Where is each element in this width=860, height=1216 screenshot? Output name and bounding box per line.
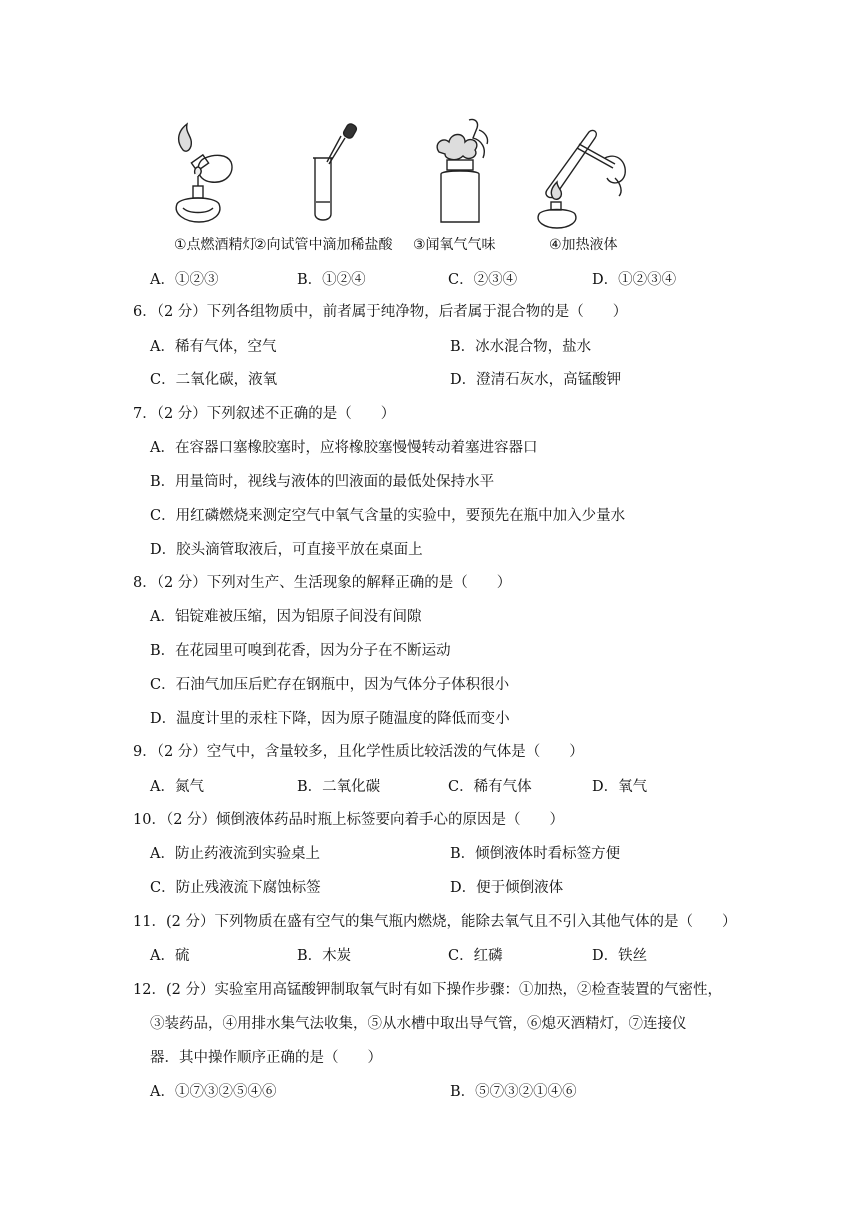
dropper-test-tube-illustration	[293, 118, 373, 230]
q7-stem: 7．（2 分）下列叙述不正确的是（ ）	[133, 406, 396, 422]
q5-option-a: A．①②③	[150, 272, 219, 288]
q8-option-c: C．石油气加压后贮存在钢瓶中，因为气体分子体积很小	[150, 677, 510, 693]
q6-stem: 6．（2 分）下列各组物质中，前者属于纯净物，后者属于混合物的是（ ）	[133, 304, 628, 320]
q12-stem-line-1: 12．(2 分）实验室用高锰酸钾制取氧气时有如下操作步骤：①加热，②检查装置的气密性，	[133, 982, 722, 998]
q10-option-a: A．防止药液流到实验桌上	[150, 846, 320, 862]
q12-stem-line-3: 器．其中操作顺序正确的是（ ）	[150, 1050, 382, 1066]
q11-stem: 11．(2 分）下列物质在盛有空气的集气瓶内燃烧，能除去氧气且不引入其他气体的是（ ）	[133, 914, 737, 930]
figure-caption-3: ③闻氧气气味	[413, 237, 496, 253]
q5-option-c: C．②③④	[448, 272, 518, 288]
q5-option-d: D．①②③④	[592, 272, 677, 288]
q10-option-d: D．便于倾倒液体	[450, 880, 564, 896]
q10-option-b: B．倾倒液体时看标签方便	[450, 846, 621, 862]
q6-option-a: A．稀有气体，空气	[150, 339, 277, 355]
figure-caption-2: ②向试管中滴加稀盐酸	[254, 237, 393, 253]
q8-option-b: B．在花园里可嗅到花香，因为分子在不断运动	[150, 643, 451, 659]
experiment-figure	[165, 118, 655, 258]
q10-option-c: C．防止残液流下腐蚀标签	[150, 880, 321, 896]
q6-option-b: B．冰水混合物，盐水	[450, 339, 592, 355]
q12-stem-line-2: ③装药品，④用排水集气法收集，⑤从水槽中取出导气管，⑥熄灭酒精灯，⑦连接仪	[150, 1016, 687, 1032]
q8-stem: 8．（2 分）下列对生产、生活现象的解释正确的是（ ）	[133, 575, 512, 591]
q12-option-b: B．⑤⑦③②①④⑥	[450, 1084, 577, 1100]
q7-option-b: B．用量筒时，视线与液体的凹液面的最低处保持水平	[150, 474, 495, 490]
q11-option-d: D．铁丝	[592, 948, 648, 964]
smell-oxygen-bottle-illustration	[423, 118, 513, 230]
q7-option-d: D．胶头滴管取液后，可直接平放在桌面上	[150, 542, 423, 558]
q7-option-c: C．用红磷燃烧来测定空气中氧气含量的实验中，要预先在瓶中加入少量水	[150, 508, 626, 524]
q10-stem: 10．（2 分）倾倒液体药品时瓶上标签要向着手心的原因是（ ）	[133, 812, 565, 828]
figure-caption-1: ①点燃酒精灯	[174, 237, 257, 253]
q8-option-d: D．温度计里的汞柱下降，因为原子随温度的降低而变小	[150, 711, 510, 727]
q5-option-b: B．①②④	[297, 272, 366, 288]
q6-option-c: C．二氧化碳，液氧	[150, 372, 278, 388]
q11-option-b: B．木炭	[297, 948, 352, 964]
alcohol-lamp-lighting-illustration	[165, 118, 255, 230]
q12-option-a: A．①⑦③②⑤④⑥	[150, 1084, 277, 1100]
q8-option-a: A．铝锭难被压缩，因为铝原子间没有间隙	[150, 609, 422, 625]
q6-option-d: D．澄清石灰水，高锰酸钾	[450, 372, 622, 388]
q9-option-b: B．二氧化碳	[297, 779, 381, 795]
q11-option-c: C．红磷	[448, 948, 503, 964]
q9-option-a: A．氮气	[150, 779, 204, 795]
q7-option-a: A．在容器口塞橡胶塞时，应将橡胶塞慢慢转动着塞进容器口	[150, 440, 538, 456]
q9-option-c: C．稀有气体	[448, 779, 532, 795]
q9-stem: 9．（2 分）空气中，含量较多，且化学性质比较活泼的气体是（ ）	[133, 744, 584, 760]
q9-option-d: D．氧气	[592, 779, 648, 795]
q11-option-a: A．硫	[150, 948, 190, 964]
heating-liquid-illustration	[527, 118, 637, 230]
figure-caption-4: ④加热液体	[549, 237, 618, 253]
